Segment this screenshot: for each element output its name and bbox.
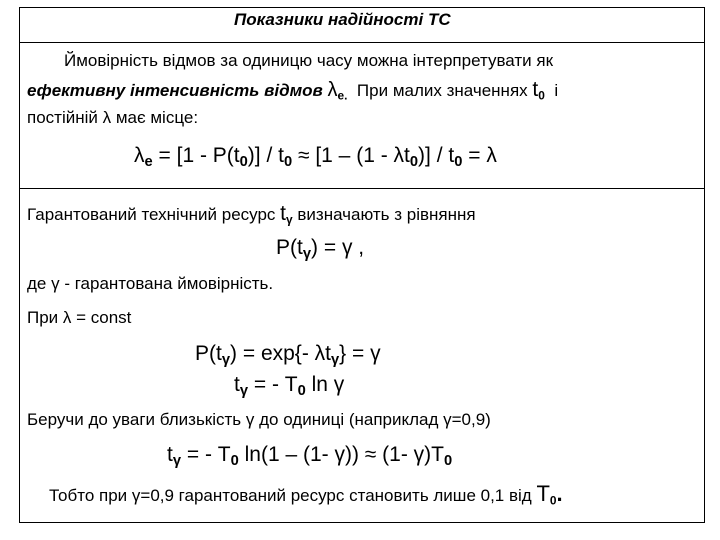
- s2-eq4: $t_\gamma$ = - $T_0$ ln(1 – (1- γ)) ≈ (1- $\gamma)T_0$: [167, 443, 453, 470]
- s1-line1: Ймовірність відмов за одиницю часу можна інтерпретувати як: [64, 51, 554, 70]
- s1-line2-rest: При малих значеннях: [356, 81, 528, 100]
- s2-eq2: $P(t_\gamma) = \exp\{-$ $\lambda t_\gamma\} = \gamma$: [195, 342, 381, 369]
- s2-line3: При λ = const: [27, 308, 132, 327]
- slide-title: Показники надійності ТС: [234, 10, 451, 29]
- section-divider: [20, 188, 704, 189]
- s1-line2: [27, 78, 558, 102]
- s2-eq1: $P(t_\gamma) = \gamma$ ,: [276, 236, 365, 263]
- s2-line2: де γ - гарантована ймовірність.: [27, 274, 274, 293]
- s1-formula: $\lambda_е = [1 - P(t_0)] / t_0 \approx [1 - (1 - \lambda t_0)] / t_0 = \lambda$: [134, 144, 497, 171]
- s1-line3: постійній λ має місце:: [27, 108, 199, 127]
- s1-lambda: $\lambda_{е.}$: [327, 79, 348, 103]
- s2-line1: Гарантований технічний ресурс $t_\gamma$ визначають з рівняння: [27, 202, 476, 227]
- s1-term: ефективну інтенсивність відмов: [27, 81, 323, 100]
- s1-t0: $t_0$: [532, 78, 545, 103]
- s2-line4: Беручи до уваги близькість γ до одиниці (наприклад γ=0,9): [27, 410, 491, 429]
- title-divider: [20, 42, 704, 43]
- s1-line2-end: і: [554, 81, 559, 100]
- s2-line5: Тобто при γ=0,9 гарантований ресурс становить лише 0,1 від $T_0$.: [49, 481, 563, 508]
- s2-eq3: $t_\gamma$ = - $T_0$ ln γ: [234, 373, 345, 400]
